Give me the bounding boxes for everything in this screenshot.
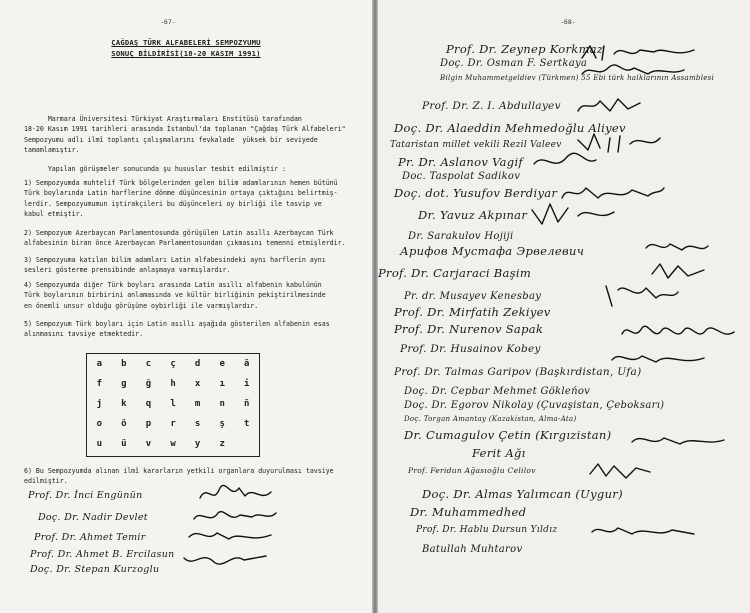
signature-name: Doç. Dr. Cepbar Mehmet Gökleńov (404, 386, 591, 397)
handwritten-signature (628, 430, 728, 452)
signature-name: Prof. Dr. İnci Engünün (28, 490, 143, 501)
alphabet-letter: e (219, 359, 225, 369)
signature-name: Doç. Dr. Osman F. Sertkaya (440, 58, 588, 69)
handwritten-signature (618, 318, 738, 348)
alphabet-letter: q (145, 399, 152, 409)
alphabet-letter: w (170, 439, 176, 449)
signature-name: Prof. Dr. Hablu Dursun Yıldız (416, 525, 558, 535)
signature-name: Batullah Muhtarov (422, 544, 523, 555)
page-number-right: -68- (560, 18, 576, 26)
alphabet-letter: d (194, 359, 201, 369)
signature-name: Doç. Dr. Almas Yalımcan (Uygur) (422, 487, 623, 501)
alphabet-letter: ä (244, 359, 250, 369)
signature-name: Арифов Мустафа Эрвелевич (400, 244, 585, 258)
signature-name: Prof. Dr. Ahmet Temir (34, 532, 146, 543)
alphabet-table (86, 353, 260, 457)
alphabet-letter: h (170, 379, 176, 389)
alphabet-letter: k (121, 399, 127, 409)
handwritten-signature (530, 150, 600, 174)
alphabet-row (87, 394, 259, 414)
signature-name: Doc. Taspolat Sadikov (402, 171, 521, 182)
document-subtitle: SONUÇ BİLDİRİSİ(18-20 KASIM 1991) (111, 49, 261, 58)
alphabet-letter: r (170, 419, 176, 429)
item-5: 5) Sempozyum Türk boyları için Latin asıllı aşağıda gösterilen alfabenin esas alınmasını tavsiye etmektedir. (24, 320, 330, 339)
alphabet-row (87, 414, 259, 434)
signature-name: Dr. Cumagulov Çetin (Kırgızistan) (404, 428, 612, 442)
item-1: 1) Sempozyumda muhtelif Türk bölgelerinden gelen bilim adamlarının hemen bütünü Türk boylarında Latin harflerine dönme düşüncesinin ortaya çıktığını belirtmiş- lerdir. Sempozyumumun iştirakçileri bu düşünceleri oy birliği ile tasvip ve kabul etmiştir. (24, 179, 338, 219)
alphabet-letter: p (145, 419, 152, 429)
handwritten-signature (528, 200, 618, 228)
handwritten-signature (180, 548, 270, 572)
item-4: 4) Sempozyumda diğer Türk boyları arasında Latin asıllı alfabenin kabulünün Türk boylarının birbirini anlamasında ve kültür birliğinin pekiştirilmesinde en önemli unsur olduğu görüşüne oybirliği ile varmışlardır. (24, 281, 326, 310)
signature-name: Dr. Yavuz Akpınar (418, 208, 528, 222)
handwritten-signature (586, 460, 656, 482)
alphabet-row (87, 354, 259, 374)
signature-name: Doç. dot. Yusufov Berdiyar (394, 186, 558, 200)
alphabet-row (87, 374, 259, 394)
signature-name: Prof. Dr. Husainov Kobey (400, 343, 541, 355)
handwritten-signature (574, 95, 644, 117)
signature-name: Doç. Dr. Stepan Kurzoglu (30, 564, 160, 575)
signature-name: Doç. Torgan Amantay (Kazakistan, Alma-Ata) (404, 415, 577, 423)
signature-name: Prof. Dr. Zeynep Korkmaz (446, 42, 604, 56)
signature-name: Prof. Dr. Z. I. Abdullayev (422, 100, 561, 112)
signature-name: Dr. Muhammedhed (410, 505, 527, 519)
signature-name: Pr. dr. Musayev Kenesbay (404, 291, 542, 302)
handwritten-signature (608, 346, 708, 370)
handwritten-signature (195, 482, 275, 506)
alphabet-letter: c (145, 359, 152, 369)
handwritten-signature (588, 520, 698, 542)
handwritten-signature (648, 260, 708, 282)
alphabet-letter: ğ (145, 379, 152, 389)
alphabet-letter: v (145, 439, 152, 449)
alphabet-letter: ş (219, 419, 225, 429)
signature-name: Dr. Sarakulov Hojiji (408, 231, 514, 242)
item-6: 6) Bu Sempozyumda alınan ilmî kararların yetkili organlara duyurulması tavsiye edilmiştir. (24, 467, 334, 486)
handwritten-signature (185, 525, 275, 547)
signature-name: Doç. Dr. Egorov Nikolay (Çuvaşistan, Çeboksarı) (404, 400, 665, 411)
alphabet-letter: y (194, 439, 201, 449)
item-2: 2) Sempozyum Azerbaycan Parlamentosunda görüşülen Latin asıllı Azerbaycan Türk alfabesinin biran önce Azerbaycan Parlamentosundan çıkmasını temenni etmişlerdir. (24, 229, 346, 248)
alphabet-letter: b (121, 359, 127, 369)
signature-name: Bilgin Muhammetgeldiev (Türkmen) 55 Ebi türk halklarının Assamblesi (440, 74, 715, 82)
signature-name: Pr. Dr. Aslanov Vagif (398, 155, 523, 169)
item-3: 3) Sempozyuma katılan bilim adamları Latin alfabesindeki aynı harflerin aynı sesleri gösterme prensibinde anlaşmaya varmışlardır. (24, 256, 326, 275)
document-title: ÇAĞDAŞ TÜRK ALFABELERİ SEMPOZYUMU (111, 38, 261, 47)
handwritten-signature (578, 60, 688, 82)
signature-name: Prof. Dr. Carjaraci Başim (378, 266, 532, 280)
intro-paragraph: Marmara Üniversitesi Türkiyat Araştırmaları Enstitüsü tarafından 18-20 Kasım 1991 tarihleri arasında İstanbul'da toplanan "Çağdaş Türk Alfabeleri" Sempozyumu adlı ilmî toplantı çalışmalarını fevkalade yüksek bir seviyede tamamlamıştır. (24, 115, 346, 155)
signature-name: Prof. Dr. Nurenov Sapak (394, 322, 544, 336)
alphabet-letter: ı (219, 379, 225, 389)
signature-name: Prof. Dr. Talmas Garipov (Başkırdistan, Ufa) (394, 366, 642, 378)
alphabet-letter: g (121, 379, 127, 389)
page-number-left: -67- (160, 18, 176, 26)
alphabet-letter: o (96, 419, 102, 429)
alphabet-letter: ñ (244, 399, 250, 409)
alphabet-letter: i (244, 379, 250, 389)
alphabet-row (87, 434, 259, 454)
signature-name: Prof. Dr. Mirfatih Zekiyev (394, 305, 551, 319)
alphabet-letter: m (194, 399, 201, 409)
alphabet-letter: a (96, 359, 102, 369)
alphabet-letter: ü (121, 439, 127, 449)
handwritten-signature (602, 280, 682, 310)
alphabet-letter: u (96, 439, 102, 449)
alphabet-letter: n (219, 399, 225, 409)
right-page (378, 0, 750, 613)
signature-name: Prof. Dr. Ahmet B. Ercilasun (30, 549, 175, 560)
signature-name: Doç. Dr. Nadir Devlet (38, 512, 148, 523)
signature-name: Ferit Ağı (472, 446, 526, 460)
signature-name: Doç. Dr. Alaeddin Mehmedoğlu Aliyev (394, 121, 626, 135)
alphabet-letter: z (219, 439, 225, 449)
signature-name: Prof. Feridun Ağasıoğlu Celilov (408, 466, 536, 475)
handwritten-signature (642, 236, 712, 258)
alphabet-letter: ö (121, 419, 127, 429)
alphabet-letter: x (194, 379, 201, 389)
alphabet-letter: ç (170, 359, 176, 369)
alphabet-letter: l (170, 399, 176, 409)
alphabet-letter: f (96, 379, 102, 389)
alphabet-letter: s (194, 419, 201, 429)
alphabet-letter: j (96, 399, 102, 409)
alphabet-letter: t (244, 419, 250, 429)
signature-name: Tataristan millet vekili Rezil Valeev (390, 140, 562, 150)
lead-paragraph: Yapılan görüşmeler sonucunda şu hususlar tesbit edilmiştir : (24, 165, 287, 173)
left-page (0, 0, 372, 613)
